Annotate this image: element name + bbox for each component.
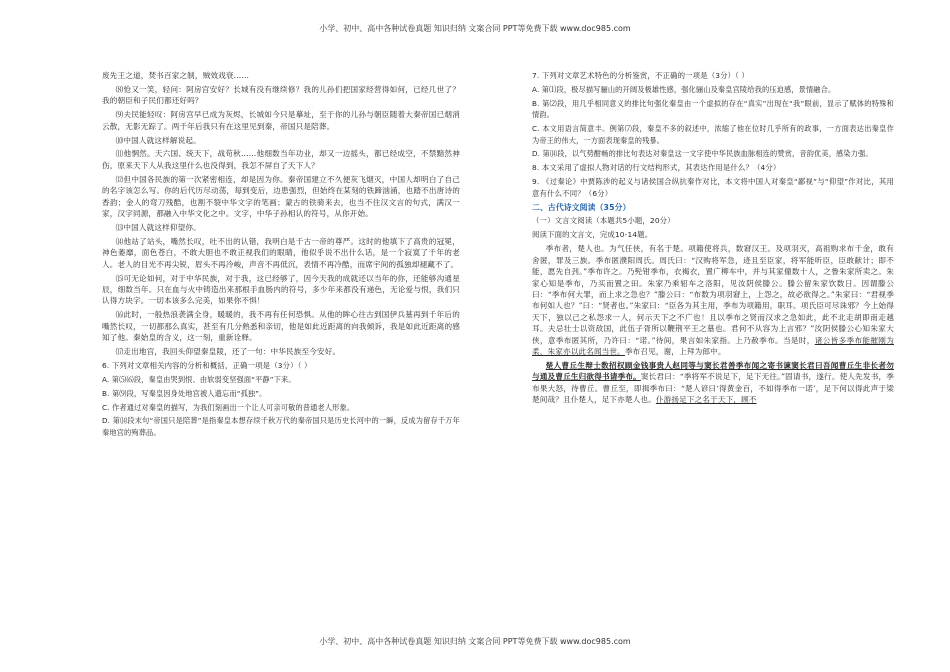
left-column [102, 70, 460, 441]
passage-paragraph: ⑿但中国各民族的第一次紧密相连，却是因为你。秦帝国建立不久便灰飞烟灭，中国人却明白了自己的名字该怎么写。你的后代历尽动荡，每到变后，边患强烈，但始终在某刻的铁蹄汹涌，也踏不出唐诗的香韵；金人的弯刀残酷，也割不裂中华文字的笔画；蒙古的铁骑来去，也当不住汉文言的句式，满汉一家，汉字同源，都融入中华文化之中。文字，中华子孙相认的符号，从你开始。 [102, 174, 460, 218]
page-header: 小学、初中、高中各种试卷真题 知识归纳 文案合同 PPT等免费下载 www.doc985.com [319, 24, 631, 33]
classical-text: 窦长君曰：“季将军不说足下，足下无往。”固请书，遂行。使人先发书，季布果大怒，待曹丘。曹丘至，即揖季布曰：“楚人谚曰‘得黄金百，不如得季布一诺’，足下何以得此声于梁楚间哉？且仆楚人，足下亦楚人也。 [532, 372, 894, 405]
passage-paragraph: 废先王之道，焚书百家之制，贼效戏衰…… [102, 71, 250, 80]
question-7-option-b: B. 第⑵段，用几乎相同意义的排比句强化秦皇由一个虚拟的存在“真实”出现在“我”眼前，显示了赋体的特殊和情韵。 [532, 98, 894, 120]
punctuation-question-text: 楚人曹丘生辩士数招权顾金钱事贵人赵同等与窦长君善季布闻之寄书谏窦长君曰吾闻曹丘生非长者勿与通及曹丘生归欲得书请季布。 [532, 360, 894, 382]
question-7: 7. 下列对文章艺术特色的分析鉴赏，不正确的一项是（3分）（ ） [532, 71, 750, 80]
question-6-option-b: B. 第⑼段，写秦皇因身处地宫被人遗忘而“孤独”。 [102, 388, 267, 398]
underlined-sentence: 仆游扬足下之名于天下，顾不 [655, 395, 757, 405]
passage-paragraph: ⑼夫民能轻叹：阿房宫早已成为灰烬，长城如今只是摹址，至于你的儿孙与朝臣随着大秦帝国已烟消云散，无影无踪了。两千年后我只有在这里见到秦，帝国只是陪葬。 [102, 110, 460, 131]
question-6: 6. 下列对文章相关内容的分析和概括，正确一项是（3分）（ ） [102, 360, 312, 370]
question-7-option-a: A. 第⑴段，极尽描写骊山的开阔及极雄性感，强化骊山及秦皇宫陵给我的压迫感，景情融合。 [532, 84, 836, 94]
subsection-heading: （一）文言文阅读（本题共5小题，20分） [532, 216, 675, 226]
page-footer: 小学、初中、高中各种试卷真题 知识归纳 文案合同 PPT等免费下载 www.doc985.com [319, 637, 631, 646]
passage-paragraph: ⑻怆又一笑，轻问：阿房宫安好？长城有没有继续修？我的儿孙们把国家经营得如何，已经几世了？我的朝臣和子民们都还好吗？ [102, 84, 460, 106]
underlined-sentence: 诸公皆多季布能摧刚为柔，朱家亦以此名闻当世。 [532, 335, 894, 356]
section-heading: 二、古代诗文阅读（35分） [532, 202, 631, 212]
question-9: 9. 《过秦论》中贾陈涉的起义与诸侯国合纵抗秦作对比，本文将中国人对秦皇“鄙视”与“仰望”作对比，其用意有什么不同？（6分） [532, 177, 894, 198]
classical-text: 季布召见，谢，上拜为郎中。 [624, 346, 726, 356]
question-7-option-c: C. 本文用语言简意丰。例第⑺段，秦皇不多的叙述中，浓缩了他在位时几乎所有的政事，一方面表达出秦皇作为帝王的伟大，一方面表现秦皇的残暴。 [532, 124, 894, 145]
passage-paragraph: ⒃此时，一般热浪袭满全身，暖暖的，我不再有任何恐惧。从他的眸心往古到国伊兵墓再到千年后的嘴然长叹，一切都那么真实，甚至有几分熟悉和亲切，他是如此近距离的向我倾诉，我是如此近距离的感知了他。秦始皇的含义，这一刻，重新诠释。 [102, 310, 460, 343]
question-6-option-a: A. 第⑸⑹段，秦皇由哭到恨、由软弱变坚强面“平静”下来。 [102, 374, 296, 384]
passage-paragraph: ⒀中国人就这样仰望你。 [115, 222, 201, 232]
question-6-option-c: C. 作者通过对秦皇的描写，为我们刻画出一个让人可亲可敬的普通老人形象。 [102, 402, 355, 412]
classical-text-paragraph-2 [532, 360, 894, 406]
classical-text: 季布者，楚人也。为气任侠，有名于楚。项籍使将兵，数窘汉王。及项羽灭，高祖购求布千金，敢有舍匿，罪及三族。季布匿濮阳周氏。周氏曰：“汉购将军急，迹且至臣家，将军能听臣，臣敢献计；即不能，愿先自刭。”季布许之。乃髡钳季布，衣褐衣，置广柳车中，并与其家僮数十人，之鲁朱家所卖之。朱家心知是季布，乃买而置之田。朱家乃乘轺车之洛阳，见汝阴侯滕公。滕公留朱家饮数日。因谓滕公曰：“季布何大罪，而上求之急也？”滕公曰：“布数为项羽窘上，上怨之，故必欲得之。”朱家曰：“君视季布何如人也？”曰：“贤者也。”朱家曰：“臣各为其主用，季布为项籍用，职耳。项氏臣可尽诛邪？今上始得天下，独以己之私怨求一人，何示天下之不广也！且以季布之贤而汉求之急如此，此不北走胡即南走越耳。夫忌壮士以资敌国，此伍子胥所以鞭荆平王之墓也。君何不从容为上言邪？”汝阴侯滕公心知朱家大侠，意季布匿其所，乃许曰：“诺。”待间，果言如朱家指。上乃赦季布。当是时， [532, 244, 894, 345]
passage-paragraph: ⑽中国人就这样解说起。 [115, 135, 201, 145]
classical-text-paragraph-1 [532, 243, 894, 357]
question-8: 8. 本文采用了虚拟人物对话的行文结构形式，其表达作用是什么？（4分） [532, 163, 781, 173]
passage-paragraph: ⒁他站了站头，嘴然长叹，吐不出的认错，我明白是千古一帝的尊严。这时的他填下了高贵的冠冕，神色萎靡，面色苍白，不敢大胆也不敢正视我们的眼睛，他似乎说不出什么话，是一个寂寞了千年的老人。老人的目光不再尖锐，眉头不再冷峻，声音不再低沉，表情不再冷酷，而席宇间的孤独却褪藏不了。 [102, 236, 460, 269]
passage-paragraph: ⑾他惘然。天六国、统天下，战苟秋……他细数当年功业，却又一边摇头，都已经成空，不禁黯然神伤，原来天下人从我这里什么也没得到，我怎不屏自了天下人？ [102, 149, 460, 170]
right-column [532, 70, 894, 408]
question-7-option-d: D. 第⒁段，以气势酣畅的排比句表达对秦皇这一文字使中华民族血脉相连的赞赏，音韵优美，感染力强。 [532, 149, 873, 159]
passage-paragraph: ⒂可无论如何，对于中华民族，对于我，这已经够了，因今天我的成就还以当年的你，还能够沟通星辰，细数当年。只在血与火中铸造出来那根手血肠内的符号，多少年来都没有递色，无论爱与恨，我们只认得方块字。一切本该多么完美，如果你不惧！ [102, 273, 460, 306]
question-6-option-d: D. 第⒁段末句“帝国只是陪葬”是指秦皇本想存续千秋万代的秦帝国只是历史长河中的一瞬，反成为留存千万年秦地宫的殉葬品。 [102, 416, 460, 437]
reading-instruction: 阅读下面的文言文，完成10-14题。 [532, 230, 653, 240]
passage-paragraph: ⒄走出地宫，我回头仰望秦皇陵，还了一句：中华民族至今安好。 [115, 346, 341, 356]
